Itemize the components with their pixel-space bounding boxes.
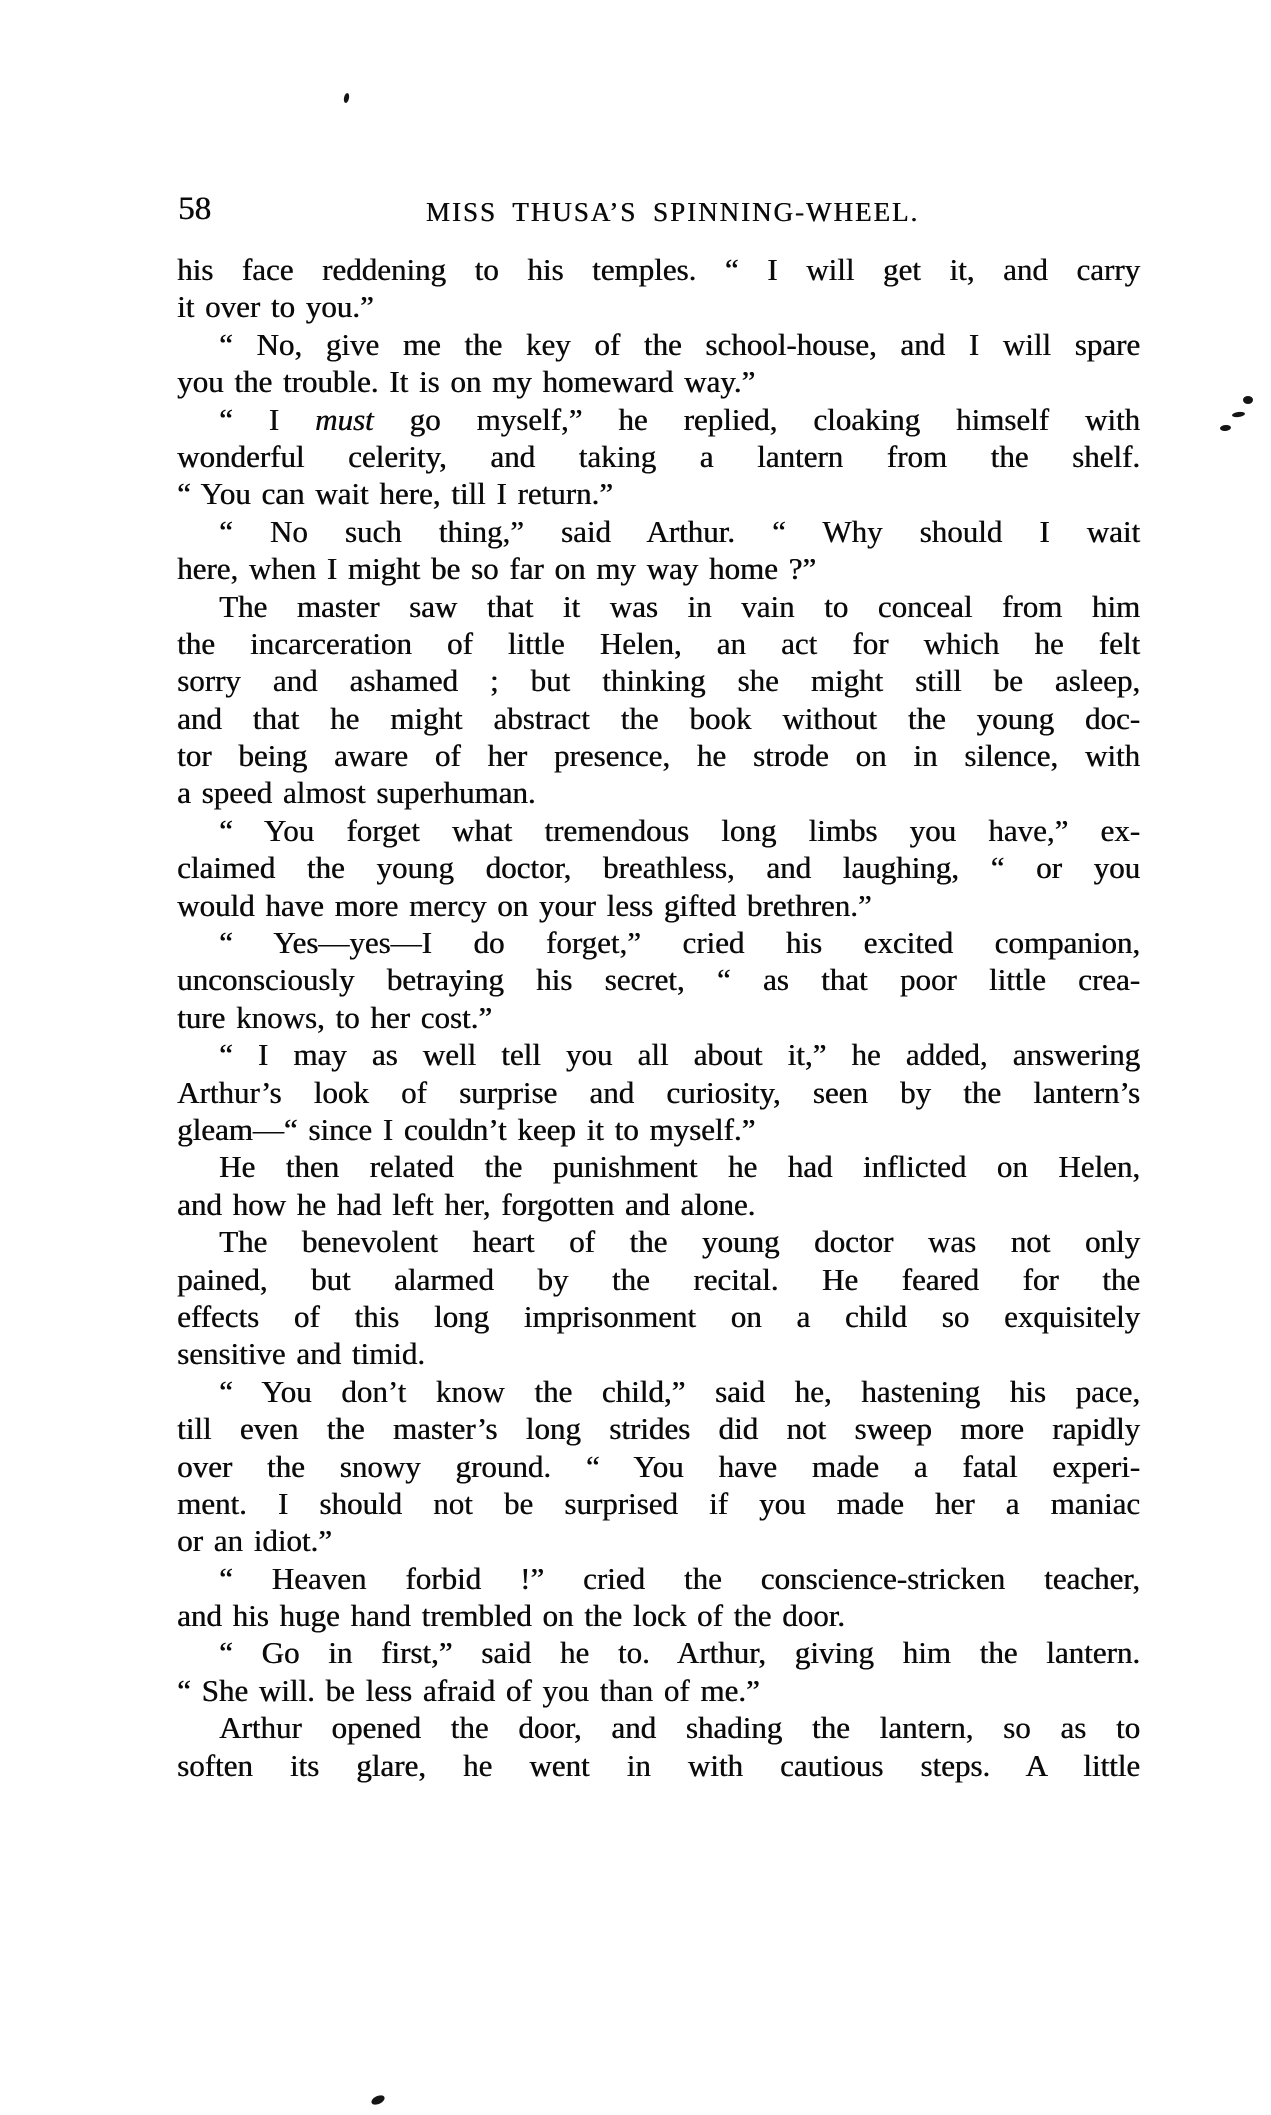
body-line: and how he had left her, forgotten and alone. <box>177 1186 756 1222</box>
body-line: ture knows, to her cost.” <box>177 999 493 1035</box>
running-head <box>177 190 1140 232</box>
body-line: The benevolent heart of the young doctor was not only <box>219 1224 1140 1260</box>
body-line: pained, but alarmed by the recital. He feared for the <box>177 1261 1140 1297</box>
body-line: sensitive and timid. <box>177 1336 425 1372</box>
body-line: unconsciously betraying his secret, “ as that poor little crea- <box>177 962 1140 998</box>
body-line: “ She will. be less afraid of you than of me.” <box>177 1672 760 1708</box>
body-line: till even the master’s long strides did not sweep more rapidly <box>177 1411 1140 1447</box>
body-line: or an idiot.” <box>177 1523 332 1559</box>
page-number: 58 <box>178 191 211 227</box>
body-line: “ Go in first,” said he to. Arthur, giving him the lantern. <box>219 1635 1140 1671</box>
running-title: MISS THUSA’S SPINNING-WHEEL. <box>425 197 920 227</box>
ink-speck <box>1220 425 1231 432</box>
body-line: gleam—“ since I couldn’t keep it to myself.” <box>177 1111 756 1147</box>
body-line: over the snowy ground. “ You have made a fatal experi- <box>177 1448 1140 1484</box>
body-line: his face reddening to his temples. “ I will get it, and carry <box>177 252 1140 287</box>
body-line: wonderful celerity, and taking a lantern from the shelf. <box>177 438 1140 474</box>
body-line: you the trouble. It is on my homeward way.” <box>177 364 756 400</box>
ink-speck <box>1232 411 1246 418</box>
body-line: “ I may as well tell you all about it,” he added, answering <box>219 1037 1140 1073</box>
body-line: ment. I should not be surprised if you made her a maniac <box>177 1485 1140 1521</box>
body-line: and his huge hand trembled on the lock of the door. <box>177 1598 845 1634</box>
body-line: here, when I might be so far on my way home ?” <box>177 551 817 587</box>
body-line: “ No, give me the key of the school-house, and I will spare <box>219 326 1140 362</box>
body-line: sorry and ashamed ; but thinking she might still be asleep, <box>177 663 1140 699</box>
body-line: The master saw that it was in vain to conceal from him <box>219 588 1140 624</box>
body-line: and that he might abstract the book without the young doc- <box>177 700 1140 736</box>
body-line: tor being aware of her presence, he strode on in silence, with <box>177 738 1140 774</box>
body-line: effects of this long imprisonment on a child so exquisitely <box>177 1298 1140 1334</box>
body-line: “ You can wait here, till I return.” <box>177 476 613 512</box>
body-line: “ Yes—yes—I do forget,” cried his excited companion, <box>219 925 1140 961</box>
body-line: “ Heaven forbid !” cried the conscience-stricken teacher, <box>219 1560 1140 1596</box>
body-line: the incarceration of little Helen, an act for which he felt <box>177 625 1140 661</box>
body-line: would have more mercy on your less gifted brethren.” <box>177 887 872 923</box>
body-line: He then related the punishment he had inflicted on Helen, <box>219 1149 1140 1185</box>
ink-speck <box>370 2093 386 2106</box>
body-line: soften its glare, he went in with cautious steps. A little <box>177 1747 1140 1783</box>
body-line: “ No such thing,” said Arthur. “ Why should I wait <box>219 513 1140 549</box>
body-line: it over to you.” <box>177 289 374 325</box>
body-line: Arthur’s look of surprise and curiosity, seen by the lantern’s <box>177 1074 1140 1110</box>
body-line: Arthur opened the door, and shading the lantern, so as to <box>219 1710 1140 1746</box>
ink-speck <box>1243 396 1253 404</box>
body-line: “ You don’t know the child,” said he, hastening his pace, <box>219 1373 1140 1409</box>
body-line: claimed the young doctor, breathless, and laughing, “ or you <box>177 850 1140 886</box>
body-line: “ You forget what tremendous long limbs you have,” ex- <box>219 812 1140 848</box>
ink-speck <box>343 93 350 104</box>
body-text <box>177 251 1140 1784</box>
body-line: “ I must go myself,” he replied, cloaking himself with <box>219 401 1140 437</box>
body-line: a speed almost superhuman. <box>177 775 536 811</box>
